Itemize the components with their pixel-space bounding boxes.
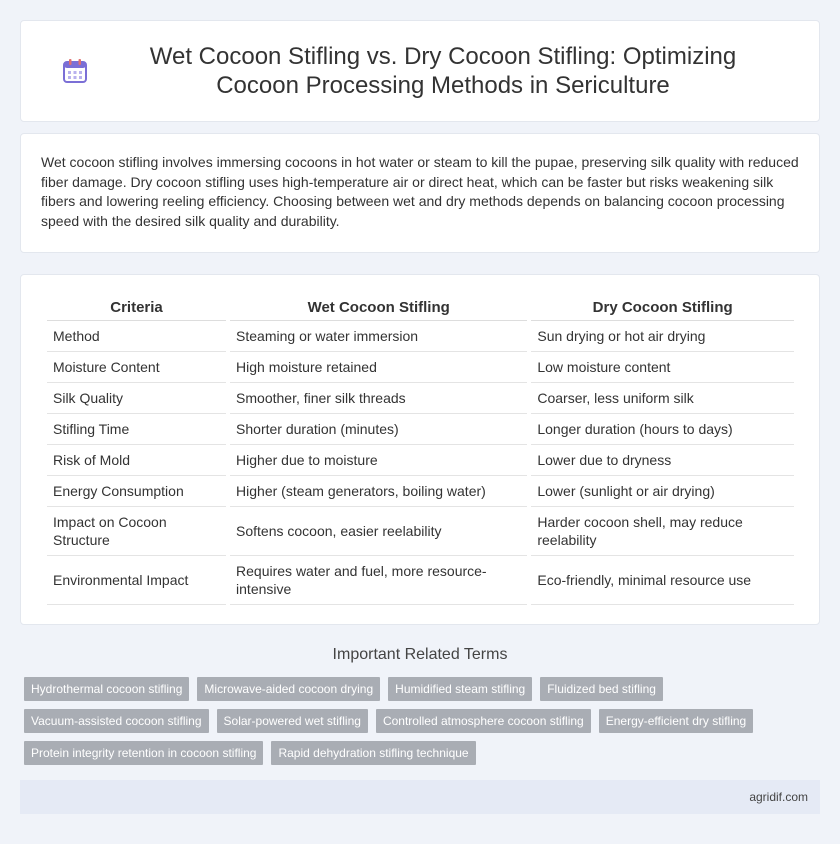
table-row — [47, 321, 794, 352]
table-cell-wet: Requires water and fuel, more resource-intensive — [230, 556, 527, 605]
title-card — [20, 20, 820, 122]
table-row — [47, 383, 794, 414]
intro-card — [20, 133, 820, 253]
table-cell-dry: Harder cocoon shell, may reduce reelability — [531, 507, 794, 556]
related-term-tag[interactable]: Microwave-aided cocoon drying — [197, 677, 380, 701]
table-cell-dry: Lower (sunlight or air drying) — [531, 476, 794, 507]
table-cell-dry: Eco-friendly, minimal resource use — [531, 556, 794, 605]
related-term-tag[interactable]: Hydrothermal cocoon stifling — [24, 677, 189, 701]
table-header-row — [47, 293, 794, 321]
table-row — [47, 507, 794, 556]
table-cell-wet: High moisture retained — [230, 352, 527, 383]
table-row — [47, 352, 794, 383]
footer — [20, 780, 820, 814]
table-cell-wet: Shorter duration (minutes) — [230, 414, 527, 445]
intro-text: Wet cocoon stifling involves immersing cocoons in hot water or steam to kill the pupae, preserving silk quality with reduced fiber damage. Dry cocoon stifling uses high-temperature air or direct heat, which can be faster but risks weakening silk fibers and lowering reeling efficiency. Choosing between wet and dry methods depends on balancing cocoon processing speed with the desired silk quality and durability. — [41, 154, 799, 229]
table-cell-dry: Longer duration (hours to days) — [531, 414, 794, 445]
table-cell-criteria: Moisture Content — [47, 352, 226, 383]
table-cell-criteria: Energy Consumption — [47, 476, 226, 507]
related-term-tag[interactable]: Rapid dehydration stifling technique — [271, 741, 475, 765]
title-wrap — [61, 21, 779, 121]
table-cell-wet: Higher due to moisture — [230, 445, 527, 476]
table-cell-criteria: Impact on Cocoon Structure — [47, 507, 226, 556]
table-cell-criteria: Silk Quality — [47, 383, 226, 414]
table-cell-wet: Smoother, finer silk threads — [230, 383, 527, 414]
footer-site-link[interactable]: agridif.com — [749, 790, 808, 804]
table-row — [47, 476, 794, 507]
table-cell-wet: Softens cocoon, easier reelability — [230, 507, 527, 556]
related-term-tag[interactable]: Fluidized bed stifling — [540, 677, 663, 701]
table-header-dry: Dry Cocoon Stifling — [531, 293, 794, 321]
comparison-table-card — [20, 274, 820, 625]
table-header-criteria: Criteria — [47, 293, 226, 321]
table-row — [47, 556, 794, 605]
table-cell-dry: Sun drying or hot air drying — [531, 321, 794, 352]
table-header-wet: Wet Cocoon Stifling — [230, 293, 527, 321]
table-cell-dry: Coarser, less uniform silk — [531, 383, 794, 414]
related-term-tag[interactable]: Energy-efficient dry stifling — [599, 709, 754, 733]
table-cell-wet: Steaming or water immersion — [230, 321, 527, 352]
comparison-table — [43, 293, 798, 605]
calendar-icon — [61, 57, 89, 85]
table-cell-criteria: Stifling Time — [47, 414, 226, 445]
table-cell-dry: Lower due to dryness — [531, 445, 794, 476]
table-cell-criteria: Method — [47, 321, 226, 352]
table-cell-criteria: Risk of Mold — [47, 445, 226, 476]
related-terms-heading: Important Related Terms — [332, 646, 508, 663]
related-term-tag[interactable]: Solar-powered wet stifling — [217, 709, 368, 733]
related-terms-tags — [24, 677, 820, 765]
table-row — [47, 445, 794, 476]
table-cell-criteria: Environmental Impact — [47, 556, 226, 605]
table-cell-wet: Higher (steam generators, boiling water) — [230, 476, 527, 507]
related-term-tag[interactable]: Controlled atmosphere cocoon stifling — [376, 709, 591, 733]
related-term-tag[interactable]: Protein integrity retention in cocoon stifling — [24, 741, 263, 765]
related-term-tag[interactable]: Humidified steam stifling — [388, 677, 532, 701]
page-title: Wet Cocoon Stifling vs. Dry Cocoon Stifling: Optimizing Cocoon Processing Methods in Sericulture — [149, 43, 737, 99]
table-row — [47, 414, 794, 445]
table-cell-dry: Low moisture content — [531, 352, 794, 383]
related-term-tag[interactable]: Vacuum-assisted cocoon stifling — [24, 709, 209, 733]
